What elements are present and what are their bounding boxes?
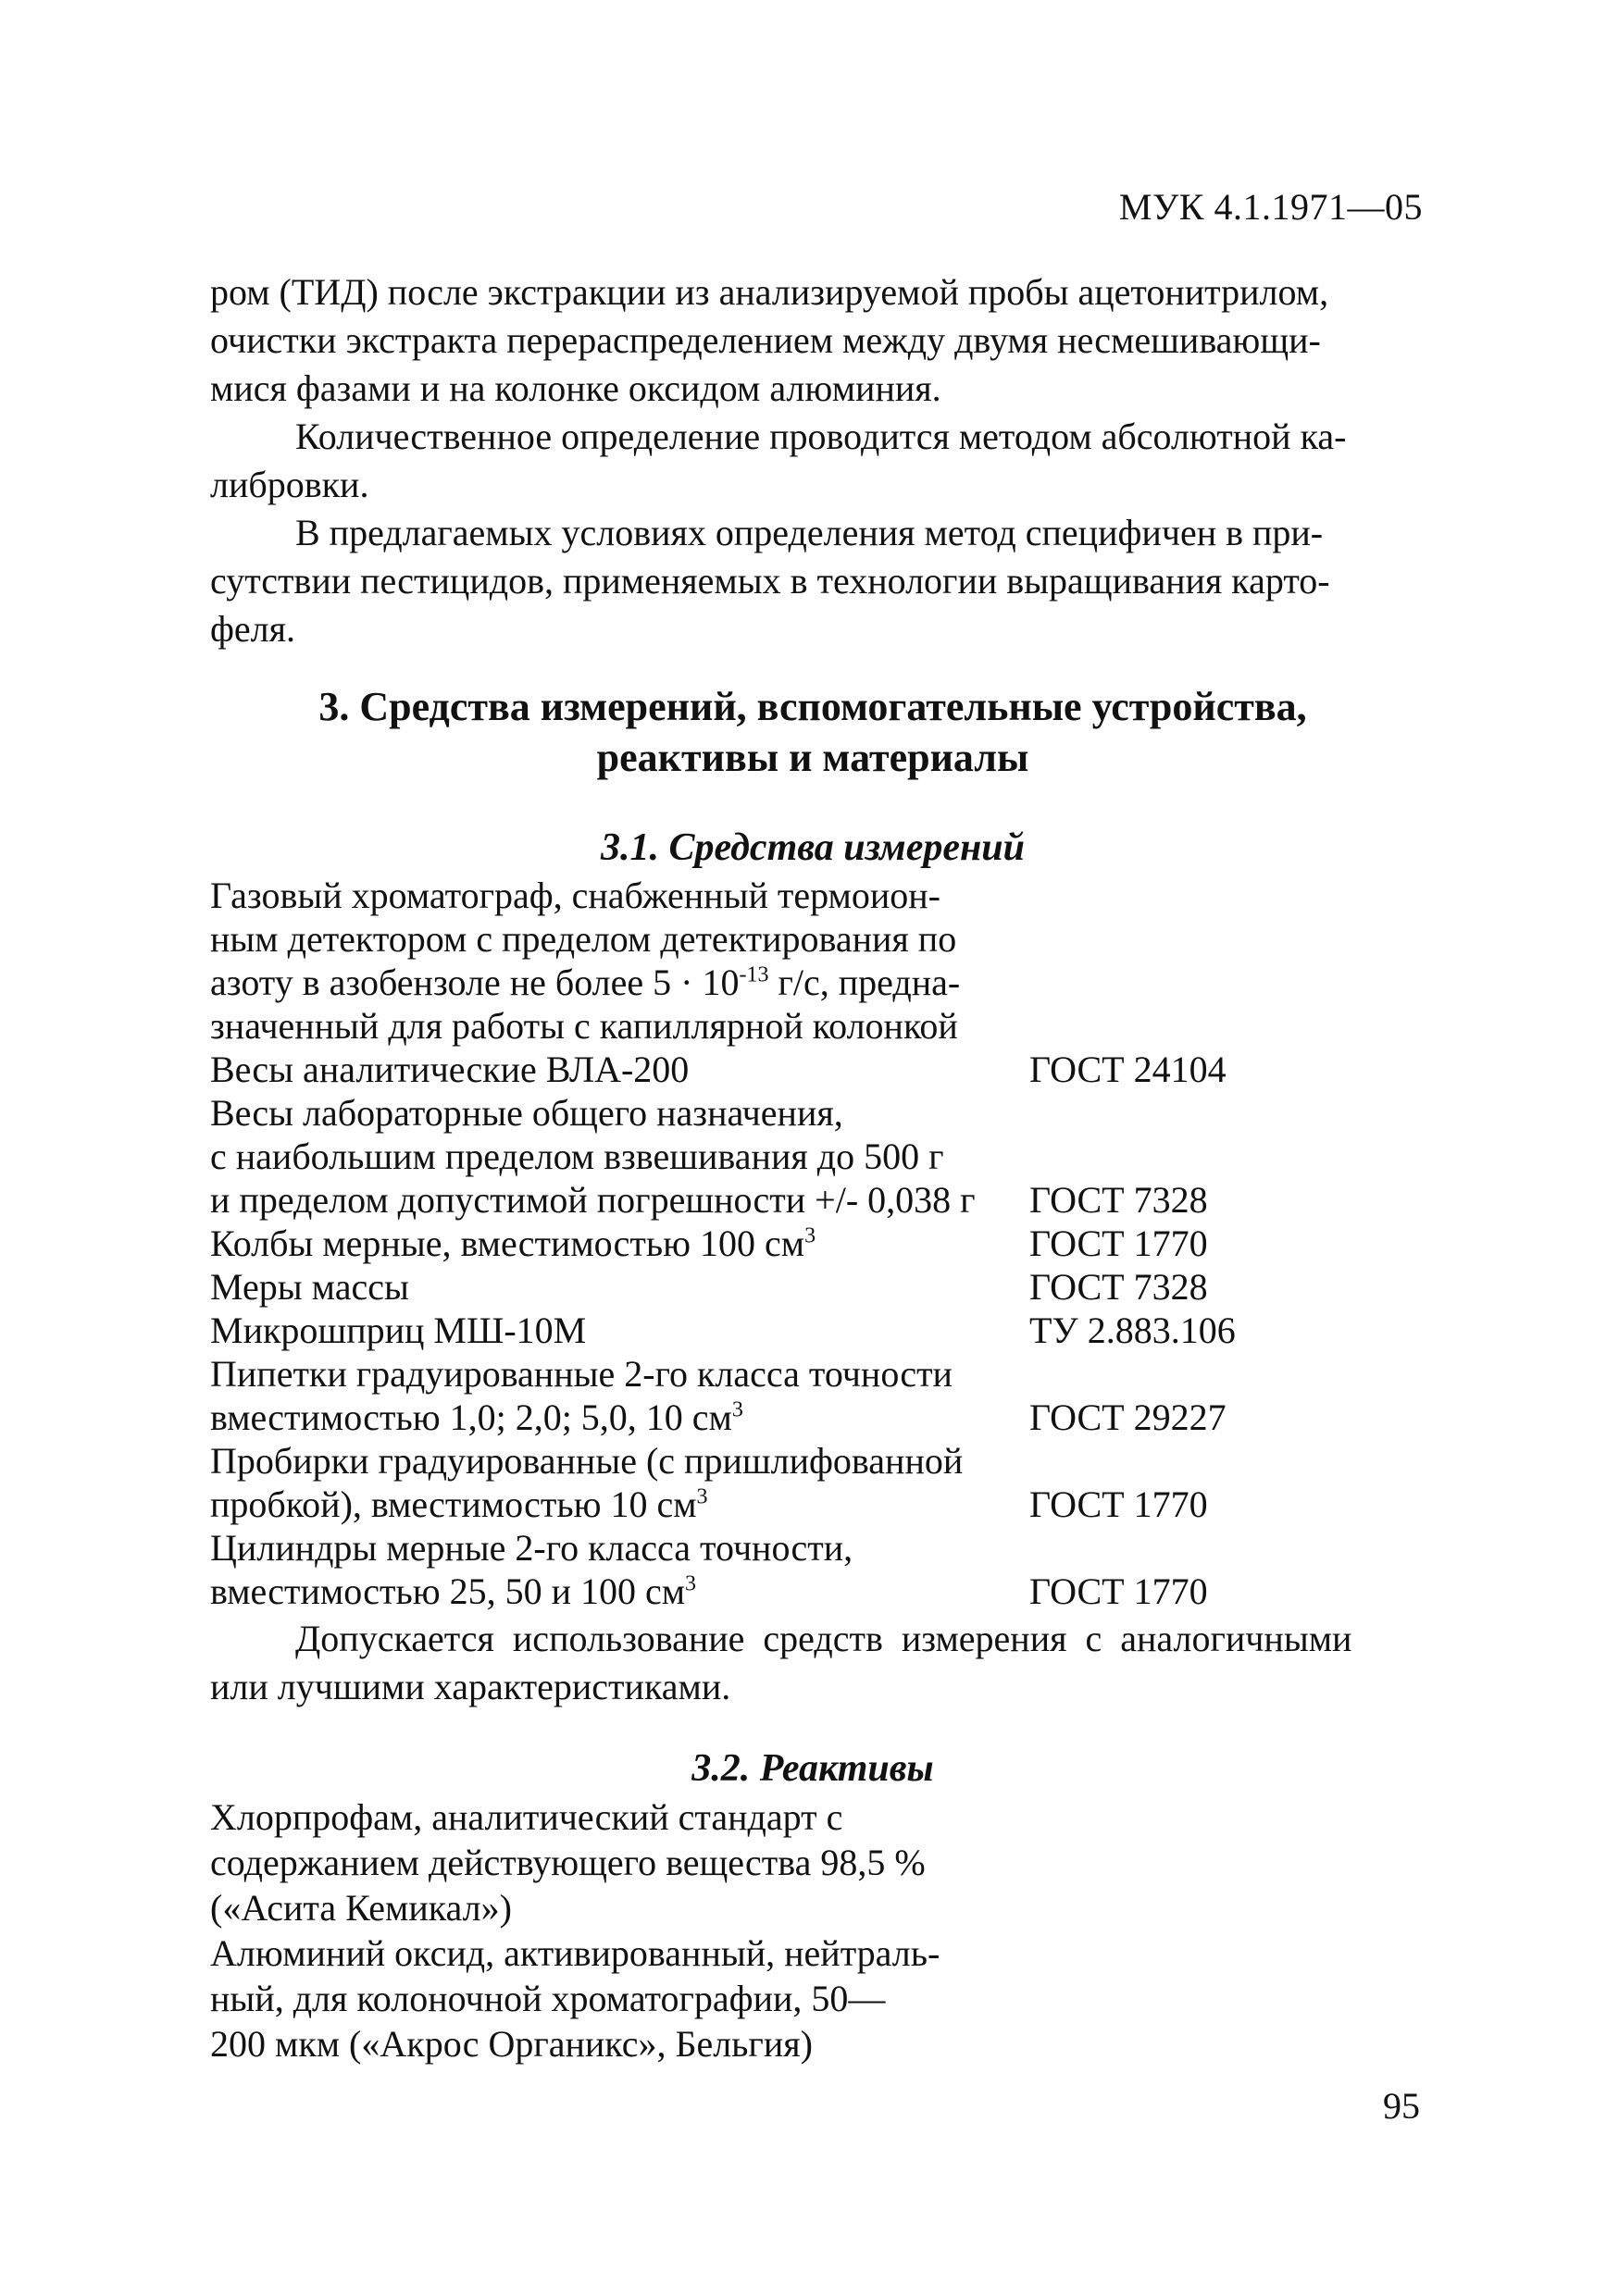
- intro-paragraph-1: [210, 268, 1415, 413]
- instrument-name: [210, 1048, 1029, 1091]
- instrument-name-line: Весы аналитические ВЛА-200: [210, 1049, 690, 1090]
- text-line: В предлагаемых условиях определения метод специфичен в при-: [295, 512, 1324, 553]
- instrument-standard: ГОСТ 1770: [1029, 1483, 1208, 1525]
- instrument-name-line: Газовый хроматограф, снабженный термоион-: [210, 875, 940, 916]
- intro-paragraph-2: [210, 413, 1415, 509]
- instrument-name-line: Колбы мерные, вместимостью 100 $см^3$: [210, 1222, 816, 1264]
- instrument-row: [210, 1048, 1415, 1091]
- section-title-line: 3. Средства измерений, вспомогательные устройства,: [318, 684, 1307, 729]
- instrument-standard: ГОСТ 24104: [1029, 1049, 1227, 1090]
- instrument-name-line: Пробирки градуированные (с пришлифованной: [210, 1440, 964, 1482]
- instrument-row: [210, 1265, 1415, 1309]
- reagent-line: Хлорпрофам, аналитический стандарт с: [210, 1796, 843, 1838]
- instrument-row: [210, 1439, 1415, 1526]
- superscript: 3: [696, 1484, 708, 1509]
- instrument-name-line: значенный для работы с капиллярной колонкой: [210, 1005, 958, 1047]
- instrument-name-line: Микрошприц МШ-10М: [210, 1309, 587, 1351]
- text-line: феля.: [210, 608, 296, 650]
- instrument-name: [210, 1265, 1029, 1309]
- text-line: ром (ТИД) после экстракции из анализируемой пробы ацетонитрилом,: [210, 271, 1329, 313]
- reagent-line: ный, для колоночной хроматографии, 50—: [210, 1978, 886, 2019]
- instrument-name-line: Весы лабораторные общего назначения,: [210, 1092, 843, 1134]
- instrument-name: [210, 874, 1029, 1048]
- instrument-row: [210, 1352, 1415, 1439]
- instrument-name: [210, 1091, 1029, 1222]
- reagent-item: [210, 1930, 1029, 2066]
- document-code-header: МУК 4.1.1971—05: [1118, 186, 1423, 228]
- instrument-standard: ГОСТ 29227: [1029, 1396, 1227, 1438]
- text-line: Допускается использование средств измерения с аналогичными: [295, 1618, 1352, 1659]
- instrument-name: [210, 1439, 1029, 1526]
- text-line: очистки экстракта перераспределением между двумя несмешивающи-: [210, 319, 1321, 361]
- instrument-row: [210, 1091, 1415, 1222]
- reagent-line: 200 мкм («Акрос Органикс», Бельгия): [210, 2023, 813, 2065]
- page-content: [210, 268, 1415, 2066]
- text-line: Количественное определение проводится методом абсолютной ка-: [295, 416, 1347, 457]
- measurement-instruments-list: [210, 874, 1415, 1613]
- reagent-line: содержанием действующего вещества 98,5 %: [210, 1842, 926, 1883]
- instrument-standard: ГОСТ 1770: [1029, 1570, 1208, 1612]
- reagent-line: Алюминий оксид, активированный, нейтраль-: [210, 1932, 940, 1974]
- instrument-standard: ГОСТ 7328: [1029, 1179, 1208, 1221]
- instrument-name-line: с наибольшим пределом взвешивания до 500 г: [210, 1136, 944, 1177]
- instrument-row: [210, 874, 1415, 1048]
- instrument-name-line: Пипетки градуированные 2-го класса точности: [210, 1353, 953, 1395]
- instrument-name: [210, 1352, 1029, 1439]
- superscript: 3: [804, 1223, 816, 1248]
- superscript: 3: [731, 1397, 743, 1422]
- instrument-name: [210, 1222, 1029, 1265]
- instrument-name-line: ным детектором с пределом детектирования по: [210, 918, 957, 960]
- intro-paragraph-3: [210, 509, 1415, 653]
- reagent-line: («Асита Кемикал»): [210, 1887, 512, 1929]
- text-line: либровки.: [210, 464, 369, 505]
- instrument-name-line: и пределом допустимой погрешности +/- 0,038 г: [210, 1179, 976, 1221]
- instrument-standard: ГОСТ 7328: [1029, 1266, 1208, 1308]
- instrument-name: [210, 1309, 1029, 1352]
- instrument-name: [210, 1526, 1029, 1613]
- instrument-name-line: Меры массы: [210, 1266, 409, 1308]
- instrument-name-line: вместимостью 25, 50 и 100 $см^3$: [210, 1570, 697, 1612]
- reagents-list: [210, 1794, 1415, 2066]
- text-line: мися фазами и на колонке оксидом алюминия.: [210, 367, 941, 409]
- superscript: 3: [685, 1571, 697, 1596]
- instrument-standard: ТУ 2.883.106: [1029, 1309, 1236, 1351]
- instrument-name-line: азоту в азобензоле не более $5 \cdot 10^{-13}$ г/с, предна-: [210, 962, 961, 1003]
- subsection-3-2-title: 3.2. Реактивы: [691, 1747, 934, 1790]
- page-number: 95: [1383, 2085, 1420, 2127]
- text-line: или лучшими характеристиками.: [210, 1666, 731, 1707]
- reagent-item: [210, 1794, 1029, 1930]
- instrument-name-line: вместимостью 1,0; 2,0; 5,0, 10 $см^3$: [210, 1396, 743, 1438]
- instrument-name-line: пробкой), вместимостью 10 $см^3$: [210, 1483, 708, 1525]
- instrument-standard: ГОСТ 1770: [1029, 1222, 1208, 1264]
- section-3-title: [210, 681, 1415, 783]
- subsection-3-1-title: 3.1. Средства измерений: [600, 826, 1026, 869]
- instrument-row: [210, 1309, 1415, 1352]
- note-paragraph: [210, 1615, 1415, 1711]
- instrument-name-line: Цилиндры мерные 2-го класса точности,: [210, 1527, 853, 1569]
- instrument-row: [210, 1526, 1415, 1613]
- superscript: -13: [739, 962, 769, 987]
- section-title-line: реактивы и материалы: [596, 735, 1029, 780]
- text-line: сутствии пестицидов, применяемых в технологии выращивания карто-: [210, 560, 1330, 602]
- instrument-row: [210, 1222, 1415, 1265]
